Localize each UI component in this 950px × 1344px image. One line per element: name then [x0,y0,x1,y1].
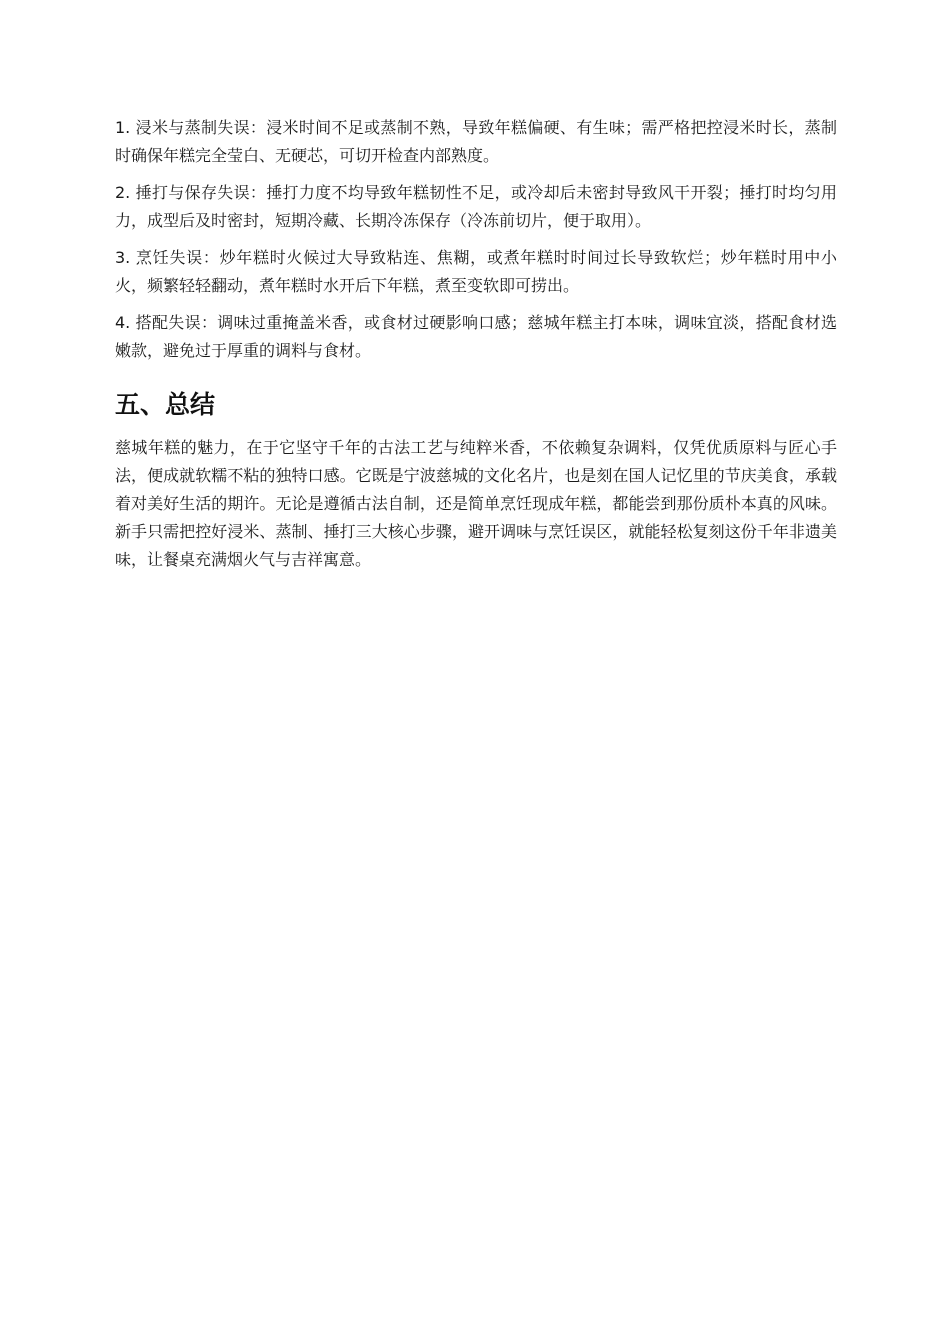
document-page [115,114,837,574]
list-item-cooking: 3. 烹饪失误：炒年糕时火候过大导致粘连、焦糊，或煮年糕时时间过长导致软烂；炒年糕时用中小火，频繁轻轻翻动，煮年糕时水开后下年糕，煮至变软即可捞出。 [115,248,837,295]
section-heading-summary: 五、总结 [115,390,216,419]
list-item-pounding-storage: 2. 捶打与保存失误：捶打力度不均导致年糕韧性不足，或冷却后未密封导致风干开裂；捶打时均匀用力，成型后及时密封，短期冷藏、长期冷冻保存（冷冻前切片，便于取用）。 [115,183,837,230]
list-item-soaking-steaming: 1. 浸米与蒸制失误：浸米时间不足或蒸制不熟，导致年糕偏硬、有生味；需严格把控浸米时长，蒸制时确保年糕完全莹白、无硬芯，可切开检查内部熟度。 [115,118,837,165]
list-item-pairing: 4. 搭配失误：调味过重掩盖米香，或食材过硬影响口感；慈城年糕主打本味，调味宜淡，搭配食材选嫩款，避免过于厚重的调料与食材。 [115,313,837,360]
summary-paragraph: 慈城年糕的魅力，在于它坚守千年的古法工艺与纯粹米香，不依赖复杂调料，仅凭优质原料与匠心手法，便成就软糯不粘的独特口感。它既是宁波慈城的文化名片，也是刻在国人记忆里的节庆美食，承载着对美好生活的期许。无论是遵循古法自制，还是简单烹饪现成年糕，都能尝到那份质朴本真的风味。新手只需把控好浸米、蒸制、捶打三大核心步骤，避开调味与烹饪误区，就能轻松复刻这份千年非遗美味，让餐桌充满烟火气与吉祥寓意。 [115,438,837,569]
